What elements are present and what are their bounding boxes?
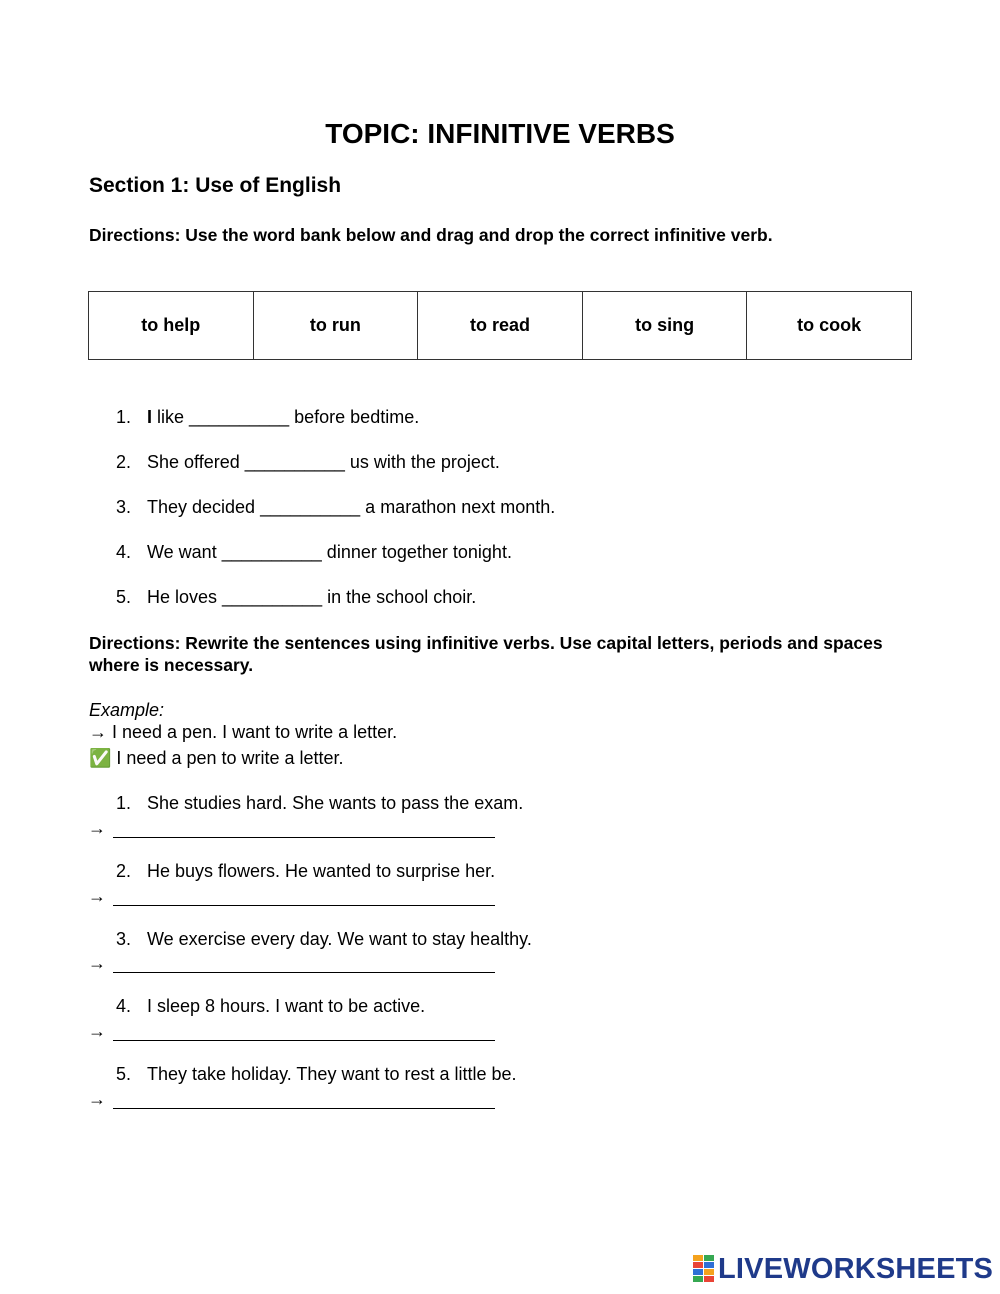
directions-rewrite: Directions: Rewrite the sentences using infinitive verbs. Use capital letters, periods and spaces where is necessary. (89, 633, 883, 675)
example-line-original: → I need a pen. I want to write a letter. (89, 722, 398, 742)
answer-row (88, 952, 113, 974)
section-title: Section 1: Use of English (89, 174, 342, 197)
question-number: 5. (116, 587, 132, 607)
liveworksheets-logo (693, 1254, 993, 1284)
question-number: 3. (116, 497, 132, 517)
directions-word-bank: Directions: Use the word bank below and drag and drop the correct infinitive verb. (89, 225, 773, 245)
question-number: 4. (116, 996, 132, 1016)
question-number: 2. (116, 861, 132, 881)
arrow-icon: → (88, 953, 106, 973)
fill-question (116, 496, 555, 518)
rewrite-question (116, 1063, 517, 1085)
fill-question (116, 541, 512, 563)
question-text: I sleep 8 hours. I want to be active. (147, 996, 426, 1016)
question-text: She studies hard. She wants to pass the exam. (147, 793, 524, 813)
question-text[interactable]: They decided __________ a marathon next month. (147, 497, 556, 517)
fill-question (116, 586, 476, 608)
question-number: 2. (116, 452, 132, 472)
question-number: 3. (116, 929, 132, 949)
word-bank-item[interactable]: to help (89, 292, 254, 360)
question-number: 1. (116, 407, 132, 427)
question-text[interactable]: like __________ before bedtime. (152, 407, 420, 427)
word-bank-item[interactable]: to run (253, 292, 418, 360)
answer-input[interactable] (113, 1020, 495, 1041)
arrow-icon: → (88, 1021, 106, 1041)
question-text: They take holiday. They want to rest a little be. (147, 1064, 517, 1084)
question-number: 5. (116, 1064, 132, 1084)
answer-row (88, 1020, 113, 1042)
liveworksheets-logo-text: LIVEWORKSHEETS (718, 1253, 994, 1285)
answer-row (88, 1088, 113, 1110)
rewrite-question (116, 995, 425, 1017)
fill-question (116, 451, 500, 473)
rewrite-question (116, 928, 532, 950)
example-line-answer: ✅ I need a pen to write a letter. (89, 748, 344, 768)
answer-input[interactable] (113, 885, 495, 906)
word-bank-table (88, 291, 912, 360)
question-number: 4. (116, 542, 132, 562)
answer-input[interactable] (113, 952, 495, 973)
question-text[interactable]: We want __________ dinner together tonight. (147, 542, 512, 562)
rewrite-question (116, 792, 523, 814)
arrow-icon: → (88, 886, 106, 906)
answer-row (88, 885, 113, 907)
question-text[interactable]: He loves __________ in the school choir. (147, 587, 477, 607)
question-text: We exercise every day. We want to stay healthy. (147, 929, 532, 949)
answer-input[interactable] (113, 1088, 495, 1109)
example-label: Example: (89, 700, 165, 720)
answer-input[interactable] (113, 817, 495, 838)
page-title: TOPIC: INFINITIVE VERBS (325, 118, 675, 149)
word-bank-item[interactable]: to read (418, 292, 583, 360)
question-text: He buys flowers. He wanted to surprise her. (147, 861, 496, 881)
answer-row (88, 817, 113, 839)
liveworksheets-logo-icon (693, 1255, 715, 1283)
arrow-icon: → (88, 818, 106, 838)
question-bold-word: I (147, 407, 153, 427)
fill-question (116, 406, 419, 428)
word-bank-item[interactable]: to sing (582, 292, 747, 360)
question-number: 1. (116, 793, 132, 813)
rewrite-question (116, 860, 495, 882)
question-text[interactable]: She offered __________ us with the project. (147, 452, 500, 472)
arrow-icon: → (88, 1089, 106, 1109)
word-bank-item[interactable]: to cook (747, 292, 912, 360)
